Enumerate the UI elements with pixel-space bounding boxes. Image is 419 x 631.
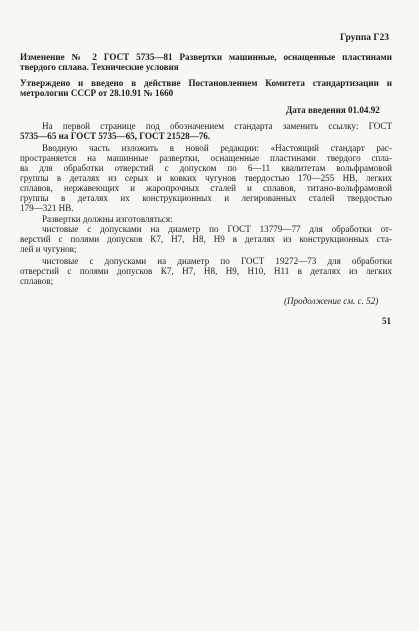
body-line-11: чистовые с допусками на диаметр по ГОСТ 13779—77 для обработки от-: [42, 224, 392, 234]
body-line-2: 5735—65 на ГОСТ 5735—65, ГОСТ 21528—76.: [20, 131, 211, 141]
body-line-15: отверстий с полями допусков К7, Н7, Н8, Н9, Н10, Н11 в деталях из легких: [20, 266, 392, 276]
body-line-6: группы в деталях из серых и ковких чугунов твердостью 170—255 НВ, легких: [20, 173, 392, 183]
body-line-5: ва для обработки отверстий с допуском по 6—11 квалитетам вольфрамовой: [20, 163, 392, 173]
body-line-12: верстий с полями допусков К7, Н7, Н8, Н9 в деталях из конструкционных ста-: [20, 234, 392, 244]
body-line-3: Вводную часть изложить в новой редакции: «Настоящий стандарт рас-: [42, 143, 392, 153]
title-line-2: твердого сплава. Технические условия: [20, 62, 179, 72]
body-line-13: лей и чугунов;: [20, 244, 77, 254]
body-line-16: сплавов;: [20, 276, 54, 286]
body-line-1: На первой странице под обозначением стандарта заменить ссылку: ГОСТ: [42, 121, 392, 131]
body-line-10: Развертки должны изготовляться:: [42, 214, 173, 224]
body-line-7: сплавов, нержавеющих и жаропрочных сталей и сплавов, титано-вольфрамовой: [20, 183, 392, 193]
effective-date: Дата введения 01.04.92: [286, 105, 380, 115]
title-line-1: Изменение № 2 ГОСТ 5735—81 Развертки машинные, оснащенные пластинами: [20, 52, 392, 62]
body-line-14: чистовые с допусками на диаметр по ГОСТ 19272—73 для обработки: [42, 256, 392, 266]
approval-line-2: метрологии СССР от 28.10.91 № 1660: [20, 88, 174, 98]
approval-line-1: Утверждено и введено в действие Постановлением Комитета стандартизации и: [20, 78, 392, 88]
body-line-8: группы в деталях их конструкционных и легированных сталей твердостью: [20, 193, 392, 203]
page-number: 51: [382, 316, 392, 326]
continuation-note: (Продолжение см. с. 52): [284, 296, 379, 306]
body-line-9: 179—321 НВ.: [20, 203, 74, 213]
group-label: Группа Г23: [340, 33, 389, 43]
body-line-4: пространяется на машинные развертки, оснащенные пластинами твердого спла-: [20, 153, 392, 163]
